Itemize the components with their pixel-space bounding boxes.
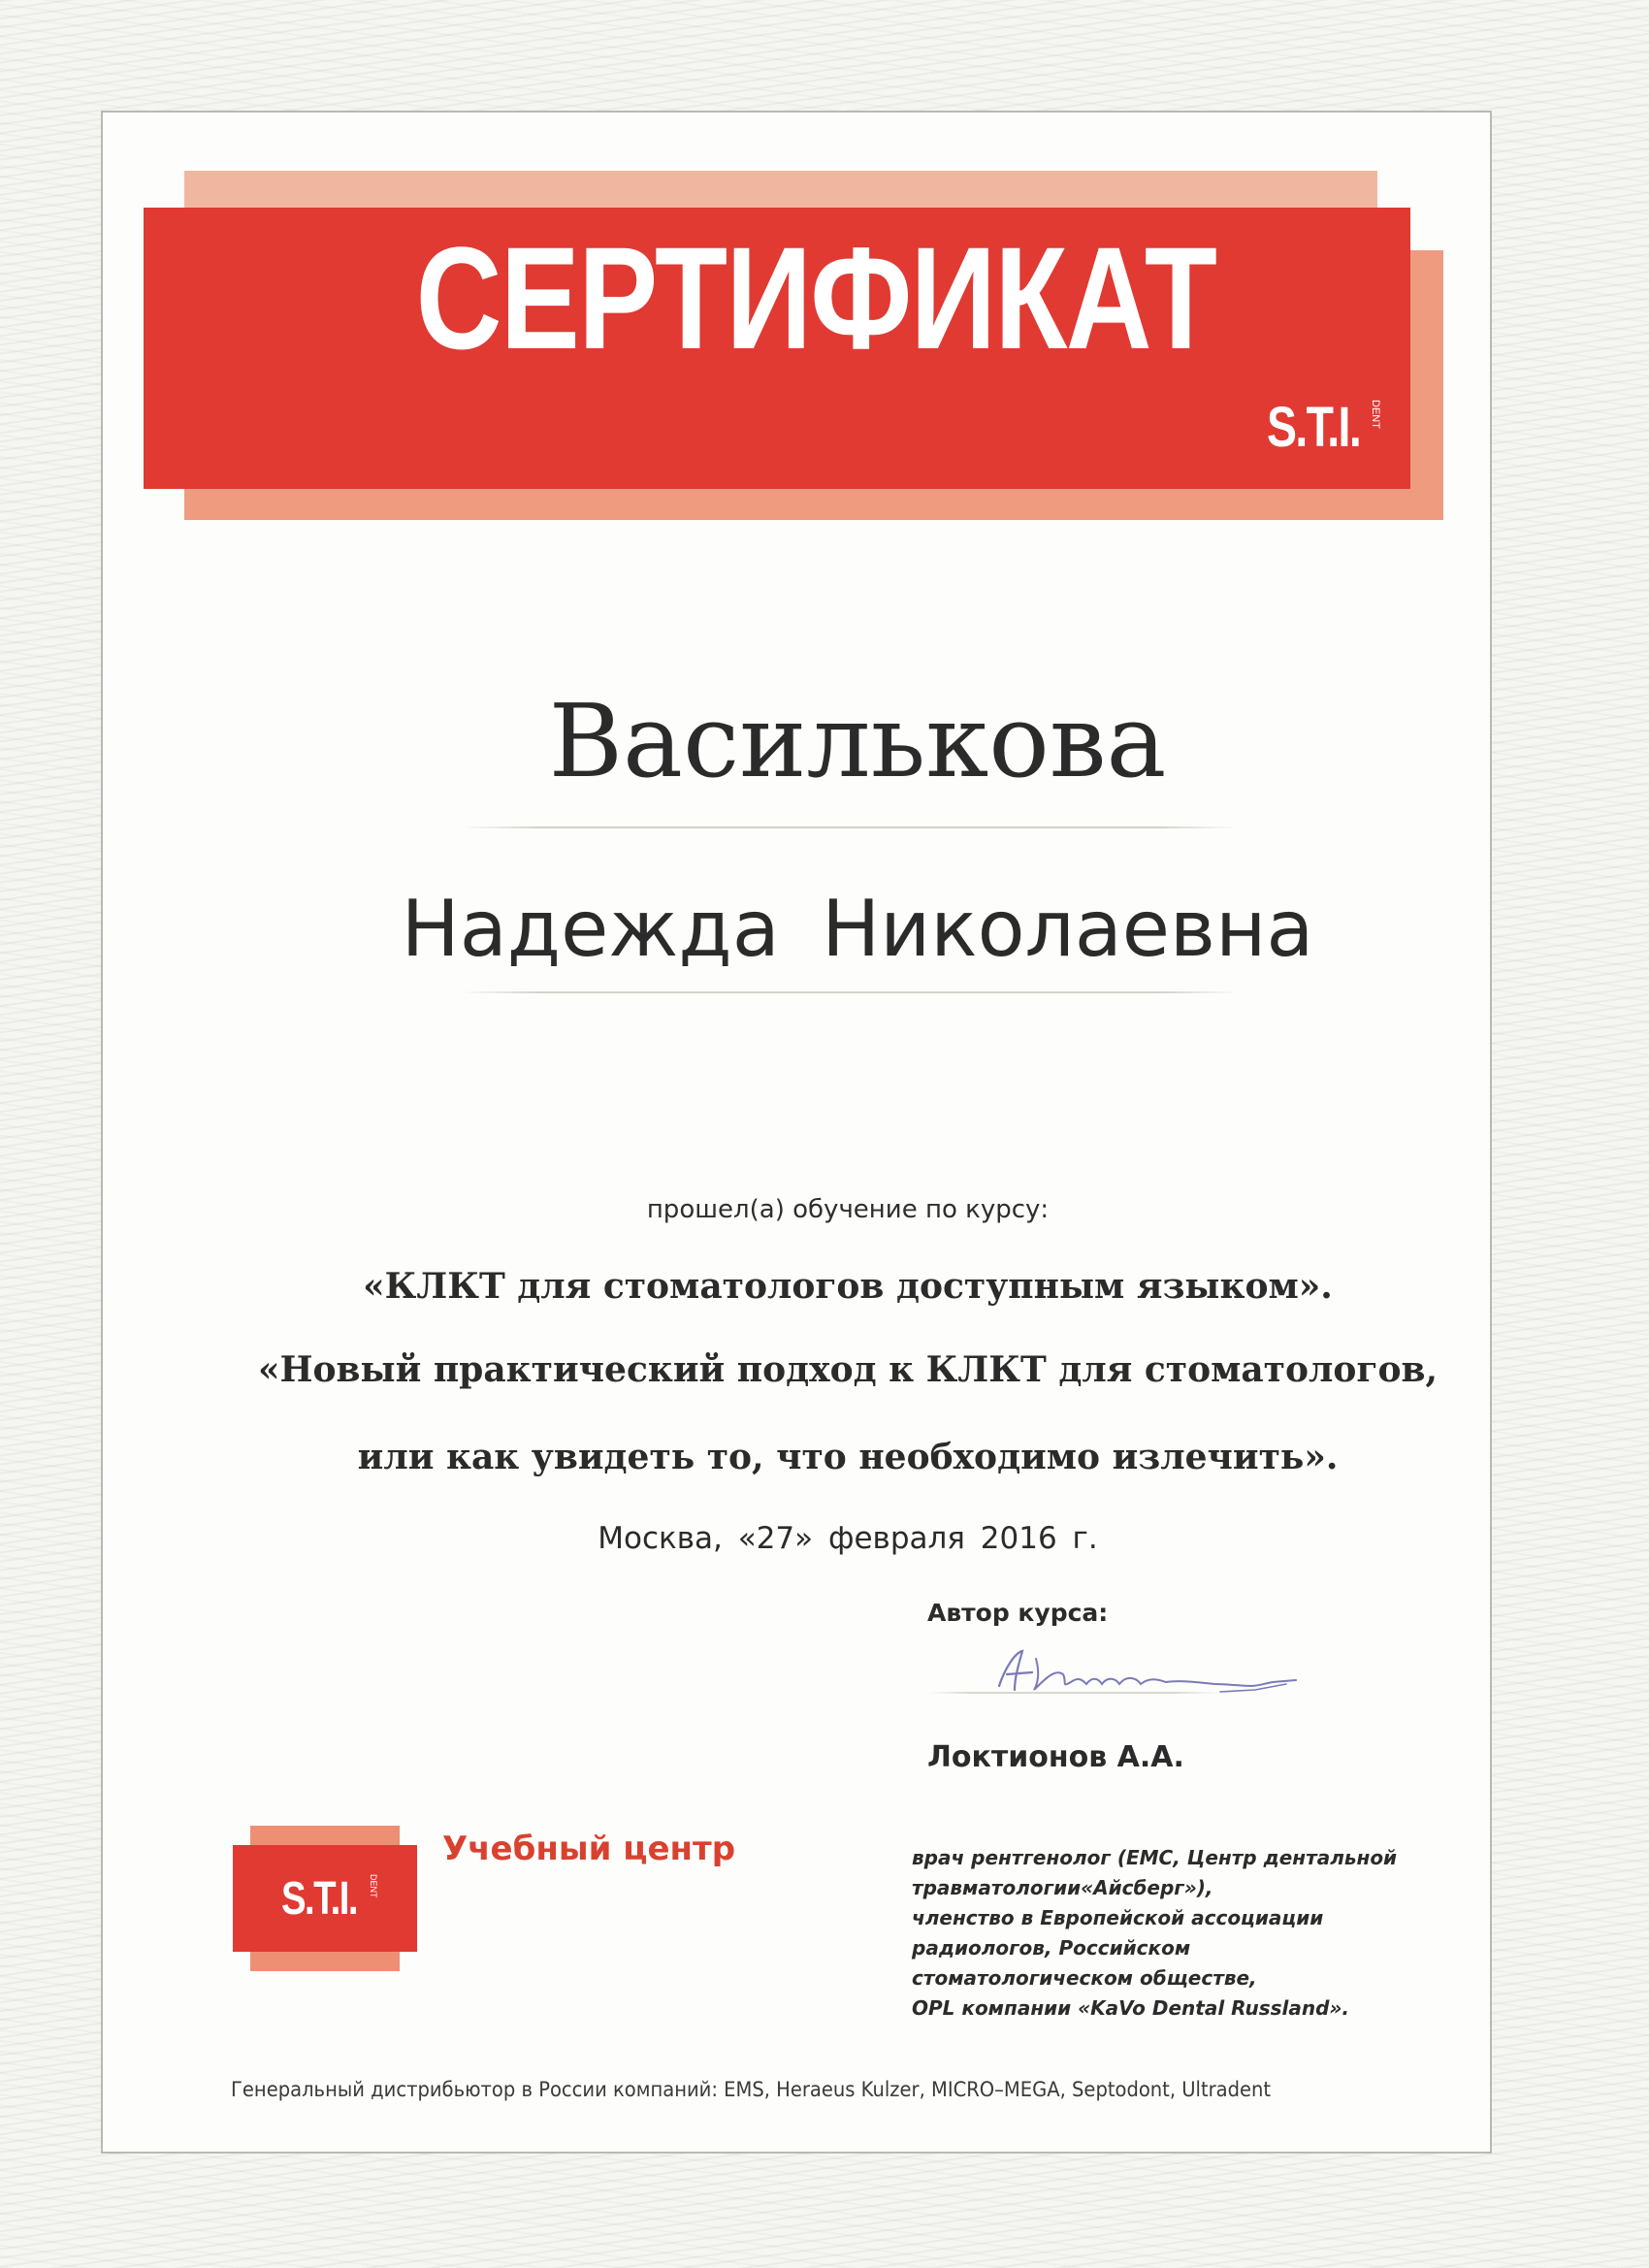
issue-date: Москва, «27» февраля 2016 г. (598, 1521, 1098, 1556)
signature-line (927, 1692, 1218, 1694)
credential-line: OPL компании «KaVo Dental Russland». (912, 1996, 1350, 2020)
training-logo-text: S.T.I. (281, 1873, 357, 1925)
credential-line: членство в Европейской ассоциации (912, 1906, 1324, 1929)
course-intro: прошел(а) обучение по курсу: (646, 1195, 1050, 1224)
credential-line: радиологов, Российском (912, 1936, 1191, 1960)
course-title-line-2: «Новый практический подход к КЛКТ для стоматологов, (257, 1349, 1439, 1390)
recipient-given-names: Надежда Николаевна (401, 884, 1314, 974)
certificate-title: СЕРТИФИКАТ (415, 216, 1216, 379)
credential-line: травматологии«Айсберг»), (912, 1876, 1213, 1899)
author-label: Автор курса: (927, 1599, 1109, 1627)
recipient-surname: Василькова (548, 682, 1167, 800)
credential-line: стоматологическом обществе, (912, 1966, 1257, 1990)
training-logo-sub: DENT (369, 1874, 378, 1898)
given-names-underline (462, 991, 1238, 993)
author-signature (986, 1639, 1335, 1707)
course-title-line-3: или как увидеть то, что необходимо излечить». (357, 1437, 1339, 1477)
surname-underline (462, 826, 1238, 828)
sti-logo-sub: DENT (1370, 400, 1381, 429)
distributor-footer: Генеральный дистрибьютор в России компаний: EMS, Heraeus Kulzer, MICRO–MEGA, Septodont, Ultradent (231, 2078, 1272, 2101)
author-name: Локтионов А.А. (927, 1740, 1184, 1774)
sti-logo-text: S.T.I. (1267, 396, 1361, 459)
training-center-logo (233, 1826, 417, 1971)
training-center-label: Учебный центр (442, 1830, 736, 1868)
sti-logo-header (1267, 396, 1383, 459)
course-title-line-1: «КЛКТ для стоматологов доступным языком». (363, 1266, 1333, 1307)
credential-line: врач рентгенолог (EMC, Центр дентальной (912, 1846, 1398, 1869)
author-credentials (912, 1843, 1436, 2024)
